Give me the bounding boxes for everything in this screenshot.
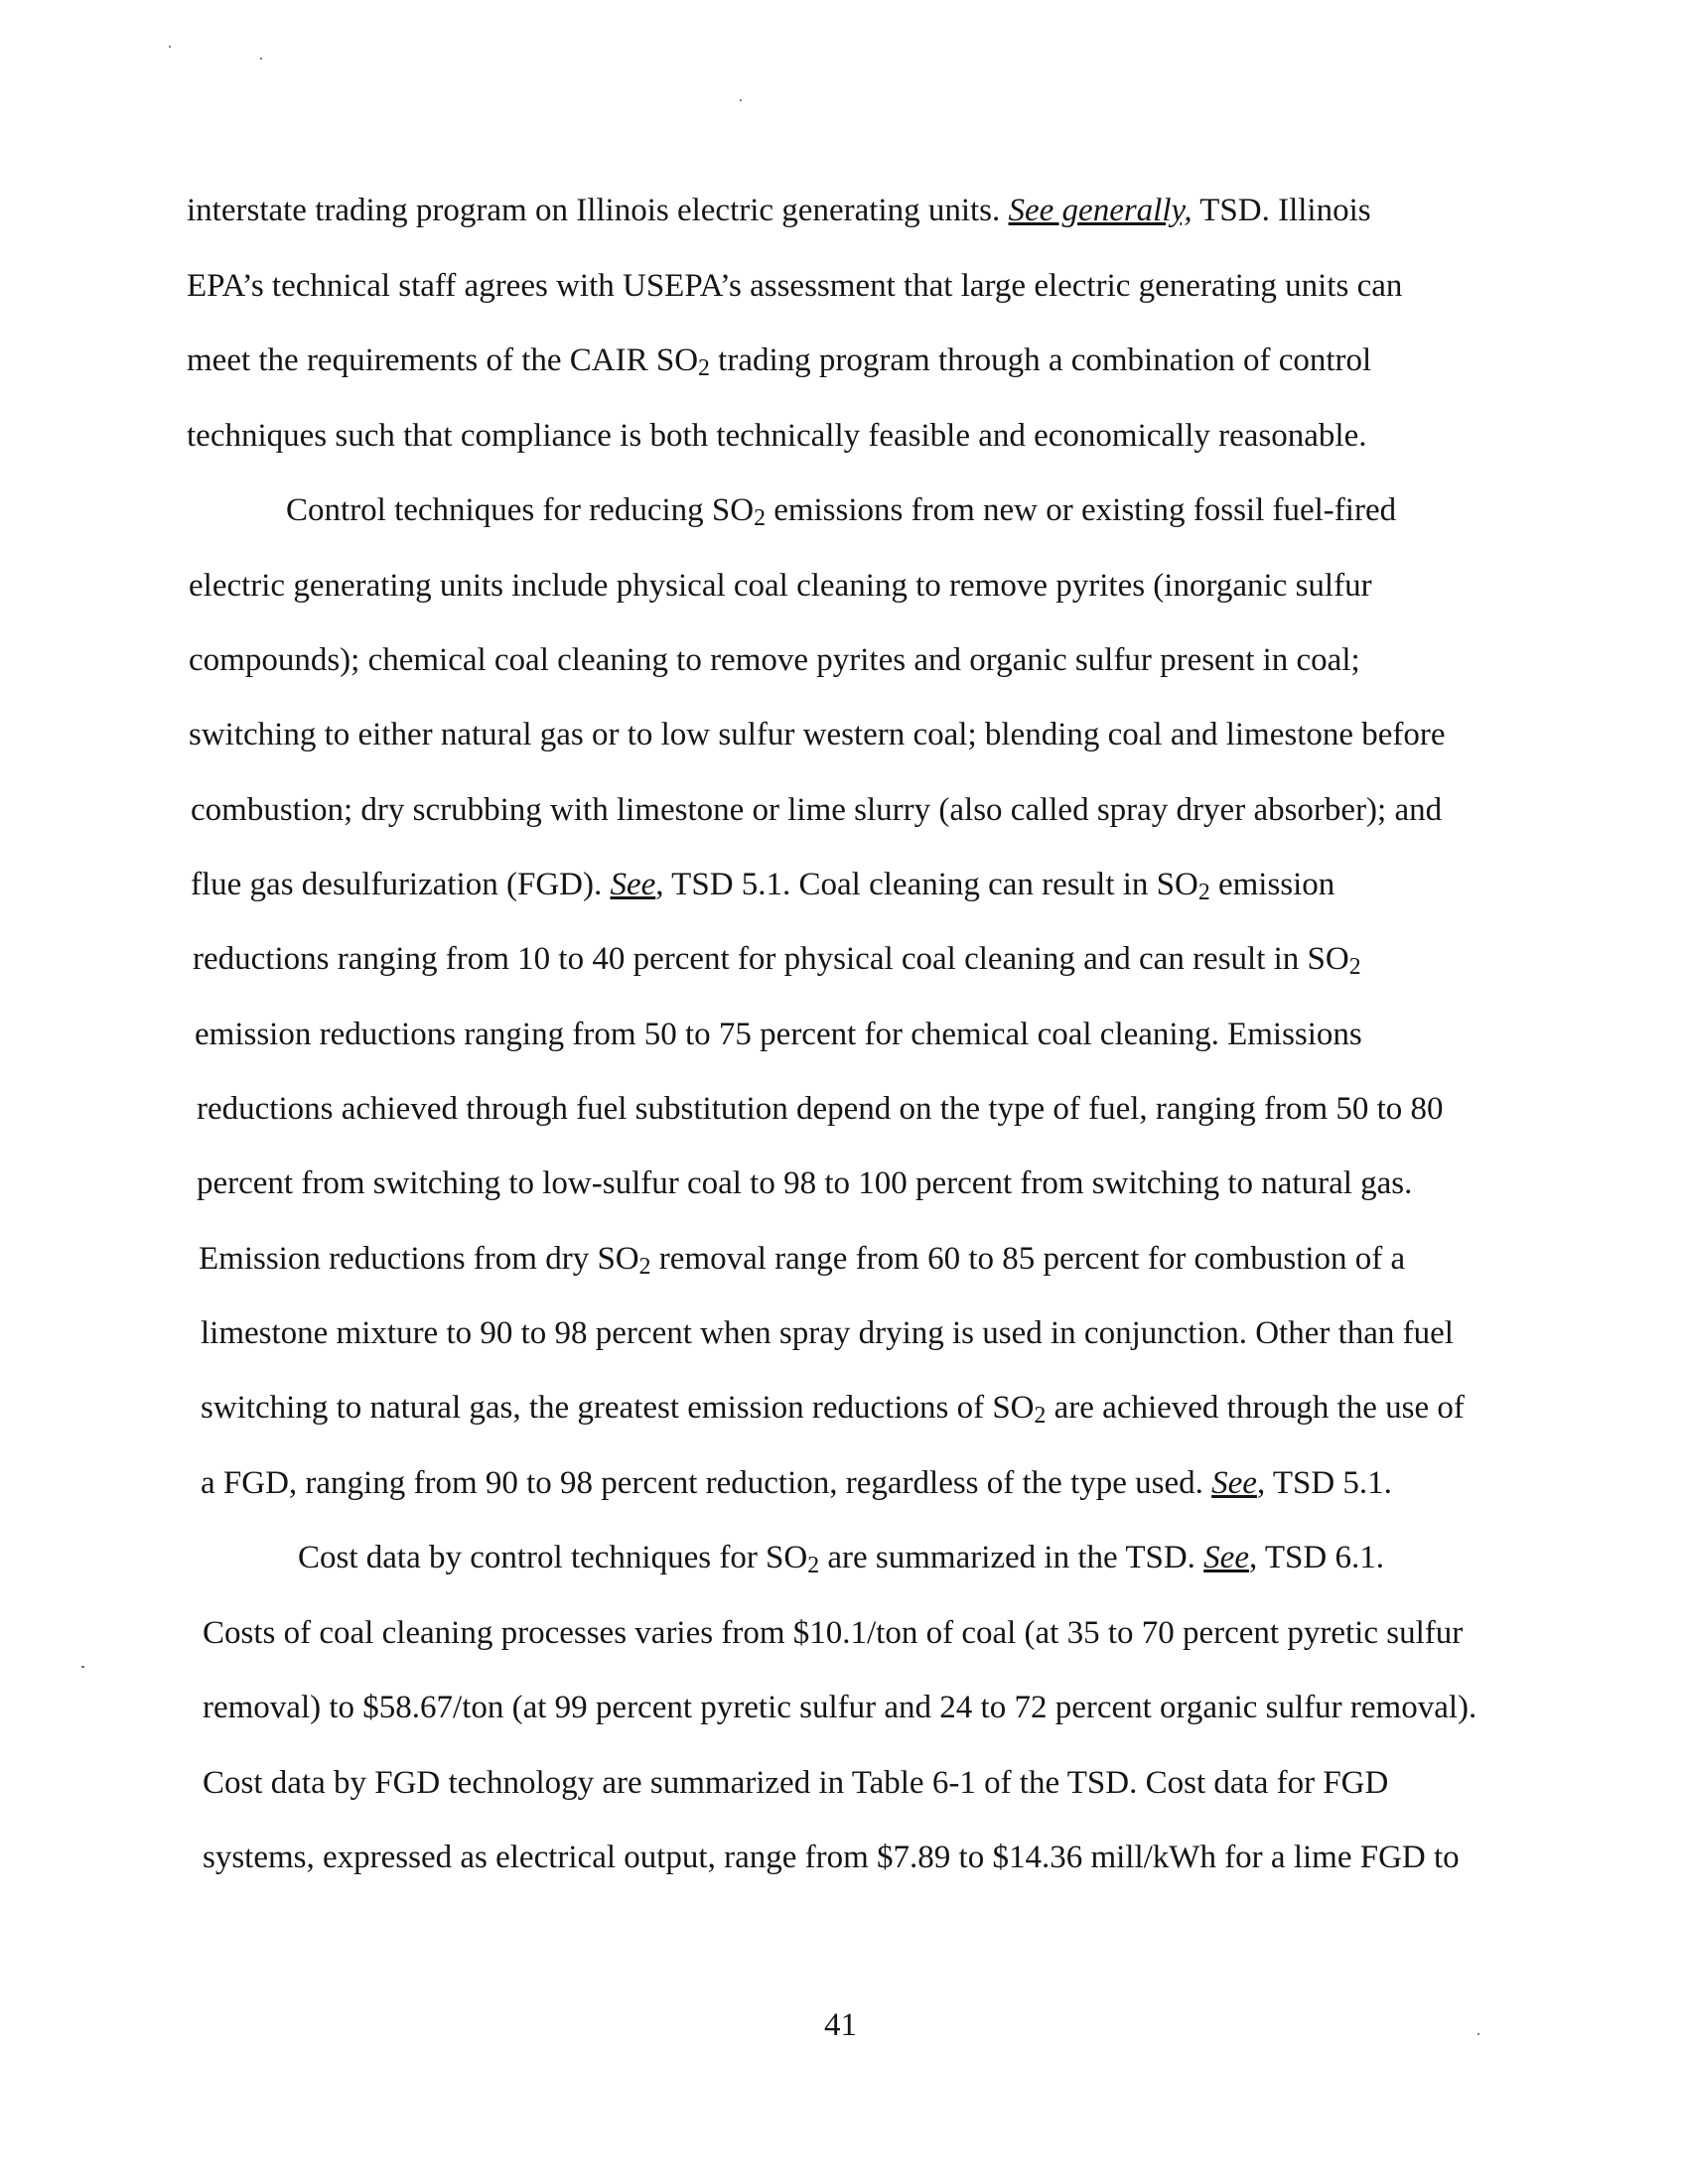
text-run: , TSD 5.1. Coal cleaning can result in SO: [655, 867, 1198, 902]
paragraph-2-line-14: [201, 1463, 1392, 1503]
paragraph-2-line-4: switching to either natural gas or to low sulfur western coal; blending coal and limestone before: [189, 717, 1446, 752]
subscript: 2: [754, 505, 766, 532]
text-run: are achieved through the use of: [1046, 1390, 1465, 1426]
text-run: emission: [1209, 867, 1335, 902]
scan-speck: [260, 58, 262, 60]
paragraph-3-line-2: Costs of coal cleaning processes varies from $10.1/ton of coal (at 35 to 70 percent pyretic sulfur: [203, 1615, 1464, 1651]
subscript: 2: [1197, 880, 1210, 906]
text-run: are summarized in the TSD.: [819, 1540, 1204, 1575]
paragraph-2-line-6: [191, 865, 1334, 904]
paragraph-2-line-1: [286, 490, 1396, 530]
citation-see: See: [1203, 1540, 1249, 1575]
page-number: 41: [824, 2007, 857, 2043]
text-run: Control techniques for reducing SO: [286, 492, 755, 528]
text-run: Cost data by control techniques for SO: [298, 1540, 808, 1575]
subscript: 2: [1034, 1403, 1047, 1430]
paragraph-1-line-3: [187, 341, 1371, 380]
paragraph-2-line-5: combustion; dry scrubbing with limestone or lime slurry (also called spray dryer absorber); and: [191, 792, 1443, 828]
subscript: 2: [807, 1553, 820, 1579]
paragraph-3-line-3: removal) to $58.67/ton (at 99 percent pyretic sulfur and 24 to 72 percent organic sulfur removal).: [203, 1690, 1477, 1725]
citation-see-generally: See generally,: [1008, 193, 1193, 228]
paragraph-2-line-2: electric generating units include physical coal cleaning to remove pyrites (inorganic sulfur: [189, 568, 1372, 604]
text-run: interstate trading program on Illinois electric generating units.: [187, 193, 1009, 228]
text-run: Emission reductions from dry SO: [199, 1241, 639, 1277]
citation-see: See: [610, 867, 656, 902]
paragraph-2-line-13: [201, 1388, 1465, 1428]
paragraph-1-line-4: techniques such that compliance is both technically feasible and economically reasonable.: [187, 418, 1367, 454]
text-run: TSD. Illinois: [1192, 193, 1371, 228]
paragraph-2-line-11: [199, 1239, 1405, 1279]
text-run: trading program through a combination of control: [709, 342, 1372, 378]
citation-see: See: [1211, 1465, 1257, 1501]
paragraph-2-line-7: [193, 939, 1361, 979]
paragraph-3-line-1: [298, 1538, 1384, 1577]
text-run: a FGD, ranging from 90 to 98 percent reduction, regardless of the type used.: [201, 1465, 1212, 1501]
paragraph-2-line-10: percent from switching to low-sulfur coal to 98 to 100 percent from switching to natural gas.: [197, 1165, 1413, 1201]
paragraph-1-line-1: [187, 191, 1371, 230]
text-run: reductions ranging from 10 to 40 percent for physical coal cleaning and can result in SO: [193, 941, 1349, 977]
paragraph-2-line-3: compounds); chemical coal cleaning to remove pyrites and organic sulfur present in coal;: [189, 642, 1360, 678]
paragraph-3-line-4: Cost data by FGD technology are summarized in Table 6-1 of the TSD. Cost data for FGD: [203, 1765, 1389, 1801]
text-run: emissions from new or existing fossil fuel-fired: [765, 492, 1397, 528]
subscript: 2: [638, 1254, 651, 1281]
paragraph-2-line-8: emission reductions ranging from 50 to 75 percent for chemical coal cleaning. Emissions: [195, 1017, 1362, 1052]
subscript: 2: [1348, 954, 1361, 981]
text-run: switching to natural gas, the greatest emission reductions of SO: [201, 1390, 1035, 1426]
paragraph-3-line-5: systems, expressed as electrical output, range from $7.89 to $14.36 mill/kWh for a lime FGD to: [203, 1840, 1460, 1875]
text-run: flue gas desulfurization (FGD).: [191, 867, 611, 902]
text-run: meet the requirements of the CAIR SO: [187, 342, 699, 378]
text-run: , TSD 6.1.: [1248, 1540, 1384, 1575]
text-run: , TSD 5.1.: [1256, 1465, 1392, 1501]
paragraph-1-line-2: EPA’s technical staff agrees with USEPA’s assessment that large electric generating units can: [187, 268, 1403, 304]
paragraph-2-line-9: reductions achieved through fuel substitution depend on the type of fuel, ranging from 50 to 80: [197, 1091, 1444, 1127]
scan-speck: [169, 46, 171, 48]
scan-speck: [740, 99, 742, 101]
scan-speck: [1477, 2033, 1479, 2035]
paragraph-2-line-12: limestone mixture to 90 to 98 percent when spray drying is used in conjunction. Other than fuel: [201, 1315, 1454, 1351]
subscript: 2: [698, 355, 710, 382]
text-run: removal range from 60 to 85 percent for combustion of a: [650, 1241, 1406, 1277]
scan-speck: [81, 1666, 84, 1668]
